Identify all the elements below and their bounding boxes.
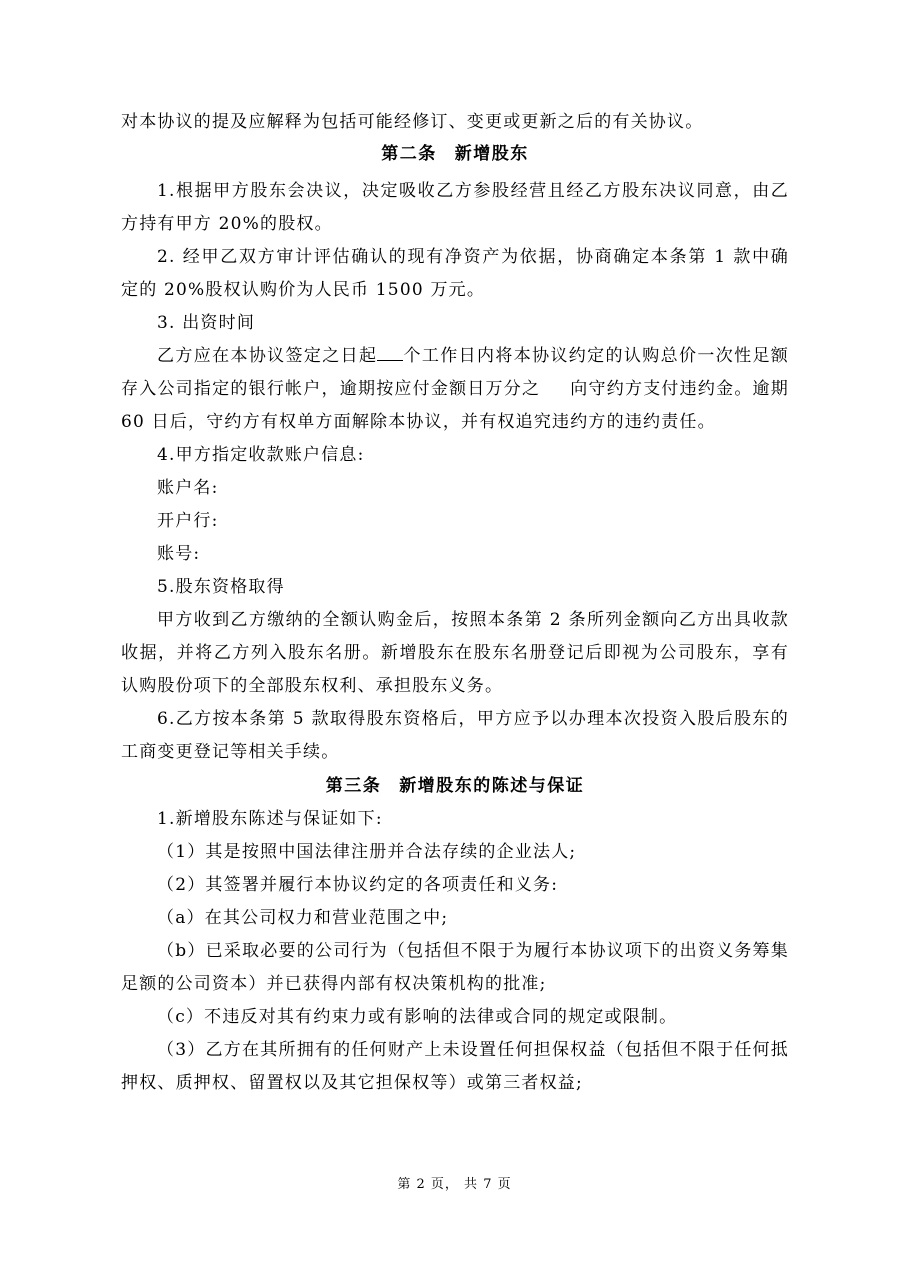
account-name-label: 账户名: (157, 478, 219, 498)
article-3-item-2: （2）其签署并履行本协议约定的各项责任和义务: (157, 875, 559, 895)
article-3-number: 第三条 (325, 776, 382, 796)
article-3-item-c: （c）不违反对其有约束力或有影响的法律或合同的规定或限制。 (157, 1007, 678, 1027)
article-3-item-b: （b）已采取必要的公司行为（包括但不限于为履行本协议项下的出资义务筹集足额的公司资本）并已获得内部有权决策机构的批准; (121, 941, 789, 994)
article-2-clause-6: 6.乙方按本条第 5 款取得股东资格后，甲方应予以办理本次投资入股后股东的工商变更登记等相关手续。 (121, 709, 789, 762)
clause-3-text-c: 向守约方支付违约金。逾期 60 日后，守约方有权单方面解除本协议，并有权追究违约方的违约责任。 (121, 379, 789, 432)
article-2-clause-1: 1.根据甲方股东会决议，决定吸收乙方参股经营且经乙方股东决议同意，由乙方持有甲方 20%的股权。 (121, 181, 789, 234)
bank-label: 开户行: (157, 511, 219, 531)
clause-3-text-b: 个工作日内将本协议约定的认购总价一次性足额存入公司指定的银行帐户，逾期按应付金额日万分之 (121, 346, 790, 399)
article-2-clause-4-title: 4.甲方指定收款账户信息: (157, 445, 365, 465)
page-footer: 第 2 页， 共 7 页 (397, 1177, 512, 1192)
article-2-heading (121, 139, 789, 169)
intro-line: 对本协议的提及应解释为包括可能经修订、变更或更新之后的有关协议。 (121, 112, 704, 132)
article-2-clause-5-body: 甲方收到乙方缴纳的全额认购金后，按照本条第 2 条所列金额向乙方出具收款收据，并将乙方列入股东名册。新增股东在股东名册登记后即视为公司股东，享有认购股份项下的全部股东权利、承担股东义务。 (121, 610, 789, 696)
account-number-label: 账号: (157, 544, 201, 564)
article-2-clause-3-title: 3. 出资时间 (157, 313, 256, 333)
document-body (121, 106, 789, 1100)
article-2-clause-2: 2. 经甲乙双方审计评估确认的现有净资产为依据，协商确定本条第 1 款中确定的 20%股权认购价为人民币 1500 万元。 (121, 247, 789, 300)
article-3-title: 新增股东的陈述与保证 (399, 776, 585, 796)
article-3-heading (121, 771, 789, 801)
article-3-item-a: （a）在其公司权力和营业范围之中; (157, 908, 449, 928)
article-2-number: 第二条 (381, 144, 437, 164)
article-3-clause-1: 1.新增股东陈述与保证如下: (157, 809, 383, 829)
clause-3-text-a: 乙方应在本协议签定之日起 (157, 346, 378, 366)
article-3-item-3: （3）乙方在其所拥有的任何财产上未设置任何担保权益（包括但不限于任何抵押权、质押权、留置权以及其它担保权等）或第三者权益; (121, 1040, 789, 1093)
article-3-item-1: （1）其是按照中国法律注册并合法存续的企业法人; (157, 842, 577, 862)
article-2-clause-3-body (121, 340, 789, 439)
days-blank (377, 346, 403, 361)
article-2-title: 新增股东 (454, 144, 529, 164)
article-2-clause-5-title: 5.股东资格取得 (157, 577, 285, 597)
